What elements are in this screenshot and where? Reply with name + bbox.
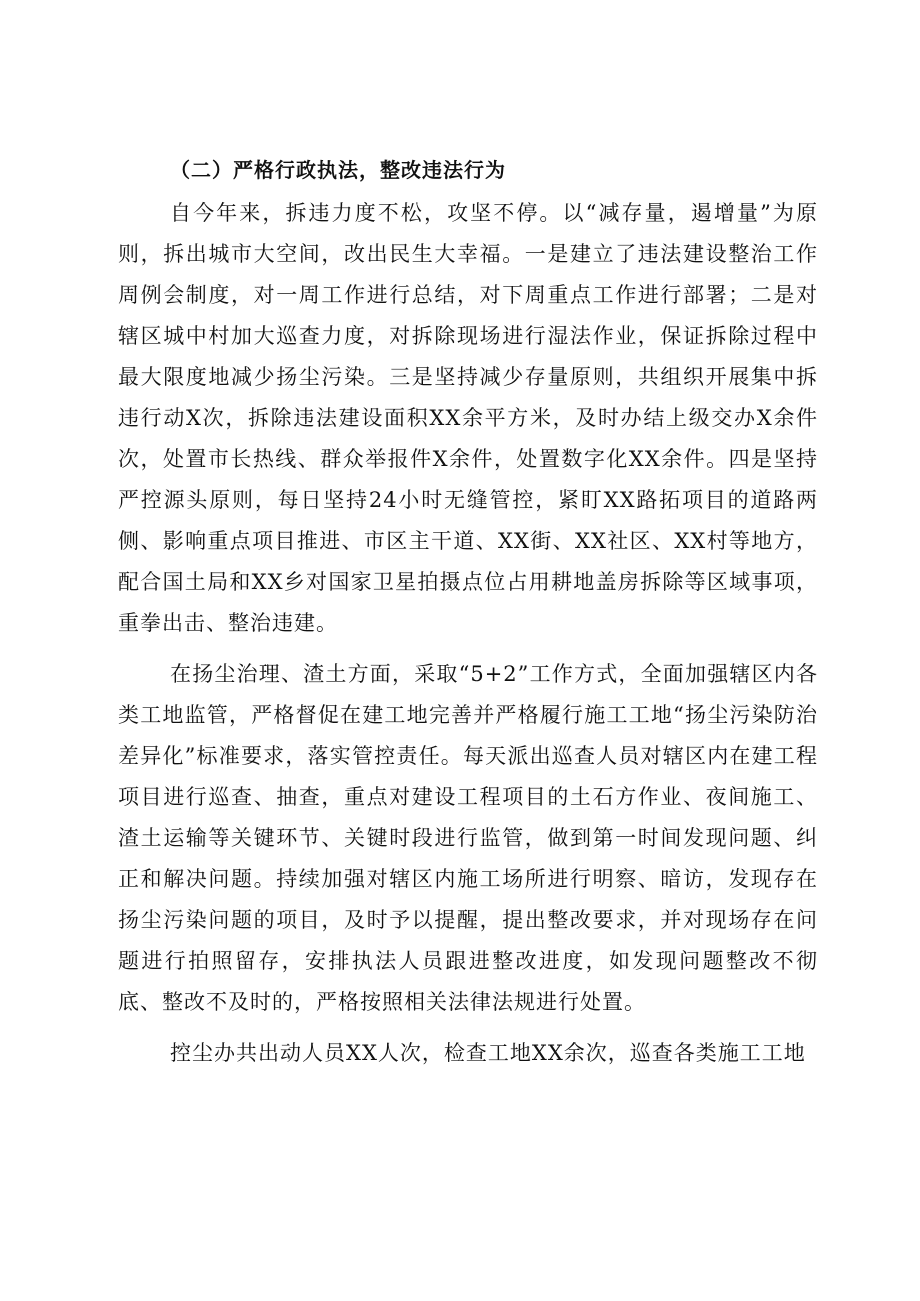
- paragraph-dust-control: 在扬尘治理、渣土方面，采取“5+2”工作方式，全面加强辖区内各类工地监管，严格督促在建工地完善并严格履行施工工地“扬尘污染防治差异化”标准要求，落实管控责任。每天派出巡查人员对辖区内在建工程项目进行巡查、抽查，重点对建设工程项目的土石方作业、夜间施工、渣土运输等关键环节、关键时段进行监管，做到第一时间发现问题、纠正和解决问题。持续加强对辖区内施工场所进行明察、暗访，发现存在扬尘污染问题的项目，及时予以提醒，提出整改要求，并对现场存在问题进行拍照留存，安排执法人员跟进整改进度，如发现问题整改不彻底、整改不及时的，严格按照相关法律法规进行处置。: [118, 662, 818, 1014]
- section-heading: （二）严格行政执法，整改违法行为: [170, 158, 506, 182]
- paragraph-inspection-summary: 控尘办共出动人员XX人次，检查工地XX余次，巡查各类施工工地: [170, 1041, 806, 1065]
- paragraph-demolition: 自今年来，拆违力度不松，攻坚不停。以“减存量，遏增量”为原则，拆出城市大空间，改出民生大幸福。一是建立了违法建设整治工作周例会制度，对一周工作进行总结，对下周重点工作进行部署；二是对辖区城中村加大巡查力度，对拆除现场进行湿法作业，保证拆除过程中最大限度地减少扬尘污染。三是坚持减少存量原则，共组织开展集中拆违行动X次，拆除违法建设面积XX余平方米，及时办结上级交办X余件次，处置市长热线、群众举报件X余件，处置数字化XX余件。四是坚持严控源头原则，每日坚持24小时无缝管控，紧盯XX路拓项目的道路两侧、影响重点项目推进、市区主干道、XX街、XX社区、XX村等地方，配合国土局和XX乡对国家卫星拍摄点位占用耕地盖房拆除等区域事项，重拳出击、整治违建。: [118, 201, 818, 635]
- document-page: [118, 150, 818, 1074]
